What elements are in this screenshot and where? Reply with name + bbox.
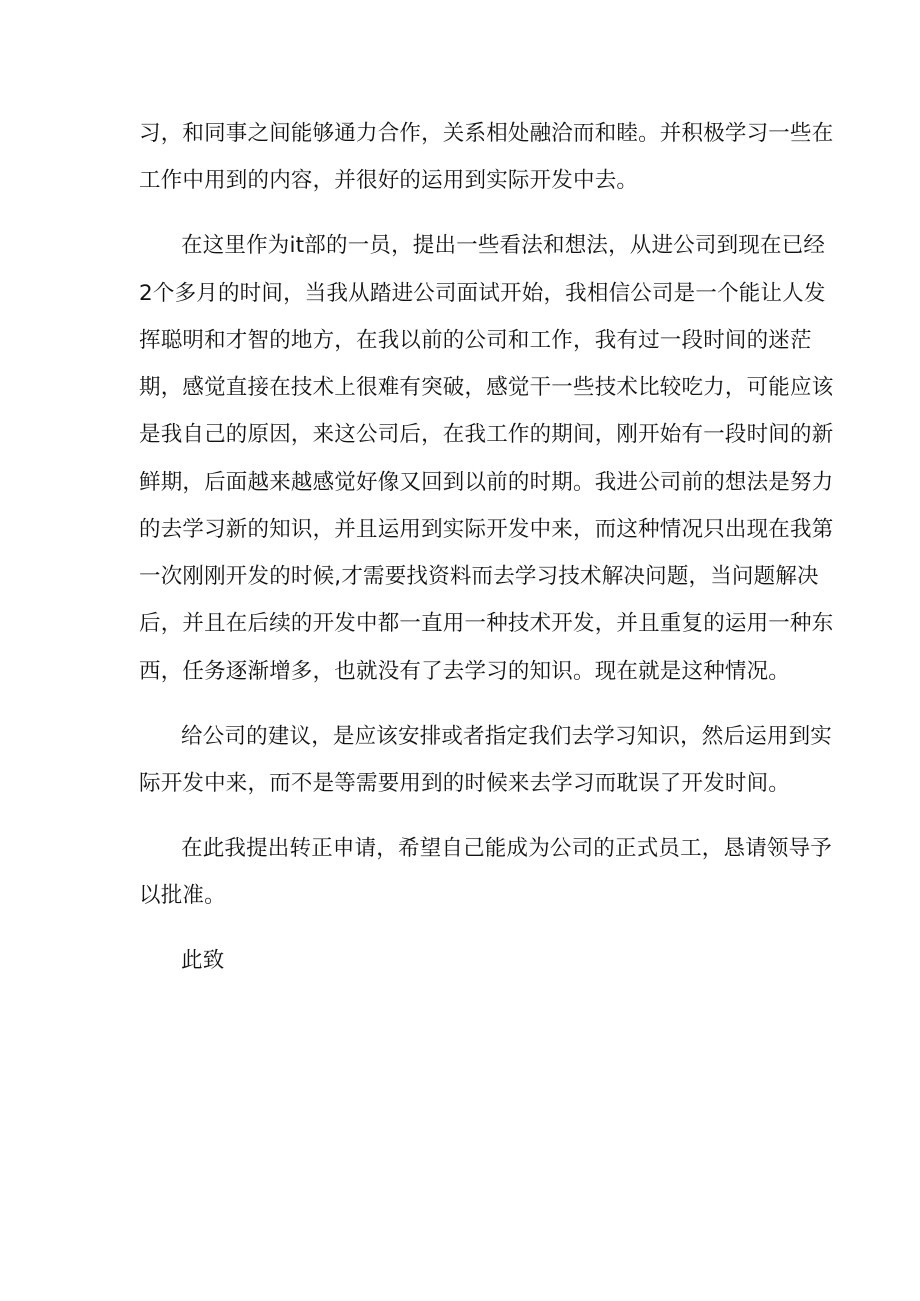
- paragraph-2-line-1: 在这里作为it部的一员，提出一些看法和想法，从进公司到现在已经: [181, 233, 826, 258]
- paragraph-2-line-5: 是我自己的原因，来这公司后，在我工作的期间，刚开始有一段时间的新: [139, 422, 834, 447]
- paragraph-2-line-3: 挥聪明和才智的地方，在我以前的公司和工作，我有过一段时间的迷茫: [139, 328, 812, 353]
- paragraph-2-line-9: 后，并且在后续的开发中都一直用一种技术开发，并且重复的运用一种东: [139, 611, 834, 636]
- paragraph-2-line-6: 鲜期，后面越来越感觉好像又回到以前的时期。我进公司前的想法是努力: [139, 470, 834, 495]
- paragraph-4-line-2: 以批准。: [139, 883, 226, 908]
- paragraph-3-line-2: 际开发中来，而不是等需要用到的时候来去学习而耽误了开发时间。: [139, 771, 791, 796]
- closing-salutation: 此致: [181, 948, 225, 973]
- paragraph-2-line-2: 2个多月的时间，当我从踏进公司面试开始，我相信公司是一个能让人发: [139, 281, 826, 306]
- paragraph-2-line-4: 期，感觉直接在技术上很难有突破，感觉干一些技术比较吃力，可能应该: [139, 375, 834, 400]
- paragraph-2-line-10: 西，任务逐渐增多，也就没有了去学习的知识。现在就是这种情况。: [139, 659, 791, 684]
- paragraph-2-line-7: 的去学习新的知识，并且运用到实际开发中来，而这种情况只出现在我第: [139, 517, 834, 542]
- paragraph-3-line-1: 给公司的建议，是应该安排或者指定我们去学习知识，然后运用到实: [181, 724, 833, 749]
- paragraph-1-line-1: 习，和同事之间能够通力合作，关系相处融洽而和睦。并积极学习一些在: [139, 121, 834, 146]
- paragraph-2-line-8: 一次刚刚开发的时候,才需要找资料而去学习技术解决问题，当问题解决: [139, 564, 819, 589]
- paragraph-1-line-2: 工作中用到的内容，并很好的运用到实际开发中去。: [139, 168, 639, 193]
- paragraph-4-line-1: 在此我提出转正申请，希望自己能成为公司的正式员工，恳请领导予: [181, 836, 833, 861]
